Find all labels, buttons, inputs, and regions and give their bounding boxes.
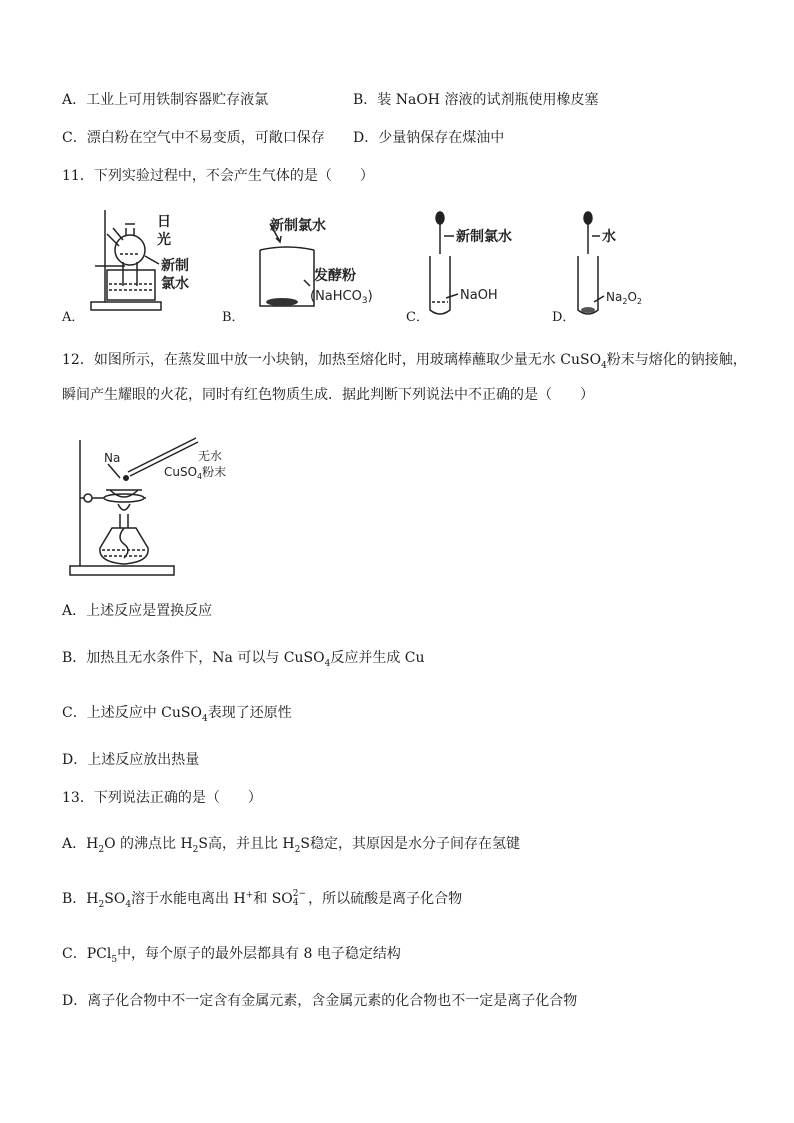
fig-d-tube-label: $Na_2O_2$ [606, 290, 642, 306]
fig-a-label-3: 新制 [161, 258, 189, 274]
fig-a-label-2: 光 [157, 232, 171, 248]
q11-label-d: D． [552, 310, 576, 325]
q13-stem: 13．下列说法正确的是（ ） [62, 790, 262, 806]
q13-option-c: C．PCl$_5$中，每个原子的最外层都具有 8 电子稳定结构 [62, 946, 401, 965]
q12-fig-cuso4-label: CuSO$_4$粉末 [164, 465, 227, 481]
q11-label-a: A． [62, 310, 85, 325]
q11-figure-c [420, 210, 530, 320]
q10-option-c: C．漂白粉在空气中不易变质，可敞口保存 [62, 130, 325, 146]
q12-stem-line-2: 瞬间产生耀眼的火花，同时有红色物质生成．据此判断下列说法中不正确的是（ ） [62, 387, 594, 403]
q12-option-b: B．加热且无水条件下，Na 可以与 CuSO$_4$反应并生成 Cu [62, 650, 425, 669]
sulfate-subscript: 4 [292, 898, 299, 908]
fig-b-mid-label: 发酵粉 [314, 268, 356, 284]
q13-option-a: A．$H_2O$ 的沸点比 $H_2S$高，并且比 $H_2S$稳定，其原因是水分子间存在氢键 [62, 836, 520, 855]
q12-option-d: D．上述反应放出热量 [62, 752, 200, 768]
q10-option-d: D．少量钠保存在煤油中 [353, 130, 505, 146]
q11-figure-a [85, 206, 215, 314]
q12-stem-line-1: 12．如图所示，在蒸发皿中放一小块钠，加热至熔化时，用玻璃棒蘸取少量无水 CuSO$_4$粉末与熔化的钠接触， [62, 352, 747, 371]
fig-b-bottom-label: (NaHCO$_3$) [310, 289, 373, 306]
q11-figure-d [570, 210, 670, 320]
fig-b-top-label: 新制氯水 [270, 218, 326, 234]
q11-label-c: C． [406, 310, 429, 325]
q13-option-b: B．$H_2SO_4$溶于水能电离出 H+和 SO 2− 4 ，所以硫酸是离子化合物 [62, 889, 463, 910]
fig-d-dropper-label: 水 [602, 229, 616, 245]
fig-a-label-1: 日 [157, 214, 171, 230]
q10-option-a: A．工业上可用铁制容器贮存液氯 [62, 92, 269, 108]
fig-c-dropper-label: 新制氯水 [456, 229, 512, 245]
q12-figure [66, 434, 266, 580]
fig-a-label-4: 氯水 [161, 276, 189, 292]
q12-fig-anhydrous-label: 无水 [198, 449, 223, 463]
q12-option-c: C．上述反应中 CuSO$_4$表现了还原性 [62, 705, 292, 724]
q12-option-a: A．上述反应是置换反应 [62, 603, 213, 619]
q12-fig-na-label: Na [104, 451, 121, 465]
sulfate-charge: 2− [292, 889, 307, 899]
q13-option-d: D．离子化合物中不一定含有金属元素，含金属元素的化合物也不一定是离子化合物 [62, 993, 578, 1009]
q11-label-b: B． [222, 310, 245, 325]
fig-c-tube-label: NaOH [460, 288, 498, 303]
q10-option-b: B．装 NaOH 溶液的试剂瓶使用橡皮塞 [353, 92, 599, 108]
q11-stem: 11．下列实验过程中，不会产生气体的是（ ） [62, 168, 374, 184]
q11-figure-b [240, 212, 380, 312]
